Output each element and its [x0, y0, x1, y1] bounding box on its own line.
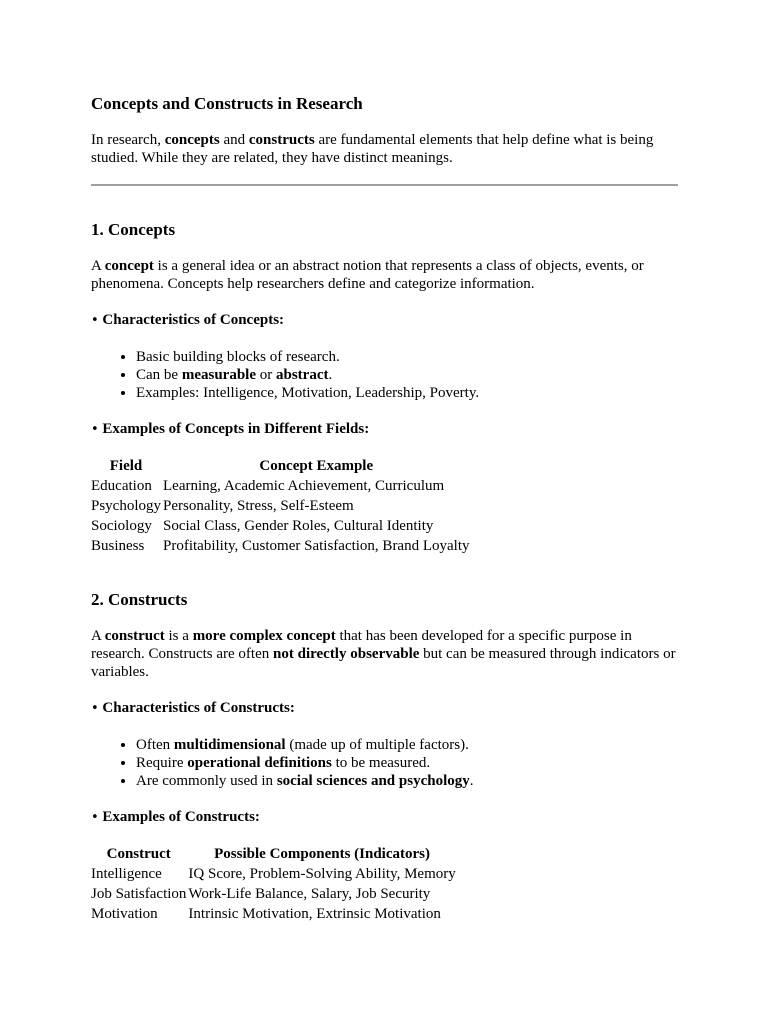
paragraph-text: A — [91, 258, 105, 274]
subheading-text: Examples of Constructs: — [102, 809, 260, 825]
table-header-cell: Possible Components (Indicators) — [214, 846, 430, 862]
table-row — [90, 516, 471, 536]
concepts-characteristics-heading — [91, 311, 678, 330]
table-header-cell: Construct — [106, 846, 171, 862]
constructs-paragraph — [91, 627, 678, 681]
table-cell: Intelligence — [91, 866, 162, 882]
table-cell: Psychology — [91, 498, 162, 514]
bullet-icon: • — [91, 810, 99, 825]
list-item-text: Can be — [136, 367, 182, 383]
concepts-table — [90, 456, 471, 556]
table-row — [90, 884, 457, 904]
bold-term: more complex concept — [192, 628, 336, 644]
table-row — [90, 476, 471, 496]
bold-term-concept: concept — [104, 258, 154, 274]
intro-paragraph — [91, 131, 678, 167]
paragraph-text: but can be measured through indicators or variables. — [91, 646, 676, 680]
list-item-text: Examples: Intelligence, Motivation, Leadership, Poverty. — [136, 385, 480, 401]
bold-term: abstract — [276, 367, 329, 383]
paragraph-text: is a general idea or an abstract notion that represents a class of objects, events, or phenomena. Concepts help researchers define and categorize information. — [91, 258, 644, 292]
section-heading-concepts: 1. Concepts — [91, 220, 176, 239]
constructs-characteristics-list — [91, 736, 678, 790]
list-item-text: . — [328, 367, 333, 383]
list-item — [136, 736, 678, 754]
bold-term: not directly observable — [273, 646, 420, 662]
list-item-text: to be measured. — [331, 755, 431, 771]
intro-text: are fundamental elements that help define what is being studied. While they are related, they have distinct meanings. — [91, 132, 654, 166]
table-cell: Motivation — [91, 906, 158, 922]
intro-bold-constructs: constructs — [248, 132, 315, 148]
bullet-icon: • — [91, 313, 99, 328]
list-item — [136, 772, 678, 790]
bold-term: measurable — [181, 367, 256, 383]
paragraph-text: that has been developed for a specific purpose in research. Constructs are often — [91, 628, 632, 662]
list-item-text: Require — [136, 755, 188, 771]
paragraph-text: is a — [164, 628, 193, 644]
list-item-text: Basic building blocks of research. — [136, 349, 340, 365]
horizontal-divider — [91, 184, 678, 186]
table-row — [90, 496, 471, 516]
list-item — [136, 754, 678, 772]
section-heading-constructs: 2. Constructs — [91, 590, 188, 609]
concepts-characteristics-list — [91, 348, 678, 402]
table-header-row — [90, 456, 471, 476]
table-cell: Personality, Stress, Self-Esteem — [163, 498, 354, 514]
constructs-examples-heading — [91, 808, 678, 827]
table-cell: Business — [91, 538, 145, 554]
list-item — [136, 366, 678, 384]
bold-term: operational definitions — [187, 755, 332, 771]
list-item-text: (made up of multiple factors). — [285, 737, 469, 753]
paragraph-text: A — [91, 628, 105, 644]
concepts-paragraph — [91, 257, 678, 293]
subheading-text: Examples of Concepts in Different Fields: — [102, 421, 370, 437]
table-cell: Intrinsic Motivation, Extrinsic Motivation — [188, 906, 441, 922]
table-header-cell: Field — [109, 458, 143, 474]
table-header-cell: Concept Example — [259, 458, 374, 474]
table-header-row — [90, 844, 457, 864]
list-item — [136, 384, 678, 402]
list-item-text: or — [256, 367, 276, 383]
table-cell: Learning, Academic Achievement, Curriculum — [163, 478, 445, 494]
table-row — [90, 904, 457, 924]
bold-term: social sciences and psychology — [276, 773, 470, 789]
constructs-characteristics-heading — [91, 699, 678, 718]
intro-bold-concepts: concepts — [164, 132, 220, 148]
list-item — [136, 348, 678, 366]
intro-text: and — [219, 132, 249, 148]
table-cell: Profitability, Customer Satisfaction, Brand Loyalty — [163, 538, 470, 554]
list-item-text: Are commonly used in — [136, 773, 277, 789]
subheading-text: Characteristics of Concepts: — [102, 312, 285, 328]
bullet-icon: • — [91, 422, 99, 437]
table-cell: Work-Life Balance, Salary, Job Security — [188, 886, 431, 902]
table-row — [90, 536, 471, 556]
list-item-text: . — [469, 773, 474, 789]
table-cell: Social Class, Gender Roles, Cultural Identity — [163, 518, 434, 534]
constructs-table — [90, 844, 457, 924]
subheading-text: Characteristics of Constructs: — [102, 700, 295, 716]
bold-term: multidimensional — [173, 737, 286, 753]
table-cell: Sociology — [91, 518, 152, 534]
intro-text: In research, — [91, 132, 165, 148]
bold-term-construct: construct — [104, 628, 165, 644]
table-cell: Job Satisfaction — [91, 886, 187, 902]
table-cell: Education — [91, 478, 152, 494]
document-title: Concepts and Constructs in Research — [91, 94, 363, 113]
concepts-examples-heading — [91, 420, 678, 439]
table-row — [90, 864, 457, 884]
table-cell: IQ Score, Problem-Solving Ability, Memory — [188, 866, 456, 882]
list-item-text: Often — [136, 737, 174, 753]
bullet-icon: • — [91, 701, 99, 716]
document-page — [91, 94, 678, 924]
